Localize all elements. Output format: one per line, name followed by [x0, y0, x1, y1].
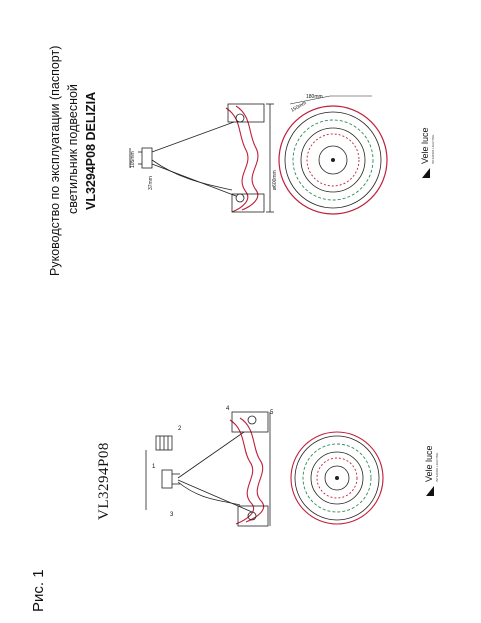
brand-tagline: INTERIOR LIGHTING: [431, 134, 435, 164]
model-number-label: VL3294P08: [96, 442, 112, 520]
side-view-left: [146, 412, 270, 526]
brand-tagline: INTERIOR LIGHTING: [435, 452, 439, 482]
figure-label: Рис. 1: [30, 569, 47, 612]
callout-label: 3: [170, 512, 174, 518]
product-model: VL3294P08 DELIZIA: [84, 91, 98, 210]
brand-name: Vele luce: [420, 127, 430, 164]
plan-view-right: [279, 96, 387, 214]
callout-label: 2: [178, 426, 182, 432]
callouts-left: [152, 406, 274, 518]
plan-view-left: [291, 432, 383, 524]
callout-label: 1: [152, 464, 156, 470]
callout-label: 5: [270, 410, 274, 416]
manual-title: Руководство по эксплуатации (паспорт): [48, 45, 62, 276]
brand-name: Vele luce: [424, 445, 434, 482]
height-label: 105mm: [130, 151, 136, 168]
brand-mark-icon: [426, 486, 434, 496]
brand-logo-right: [420, 127, 435, 178]
detail-parts: [156, 436, 172, 450]
diameter-label: ø600mm: [272, 170, 278, 190]
brand-mark-icon: [422, 168, 430, 178]
width-inner-label: 180mm: [306, 94, 323, 100]
callout-label: 4: [226, 406, 230, 412]
canopy-label: 37mm: [148, 176, 154, 190]
side-view-right: [130, 104, 274, 212]
width-outer-label: 150mm: [290, 100, 308, 114]
brand-logo-left: [424, 445, 439, 496]
product-type: светильник подвесной: [66, 84, 80, 214]
